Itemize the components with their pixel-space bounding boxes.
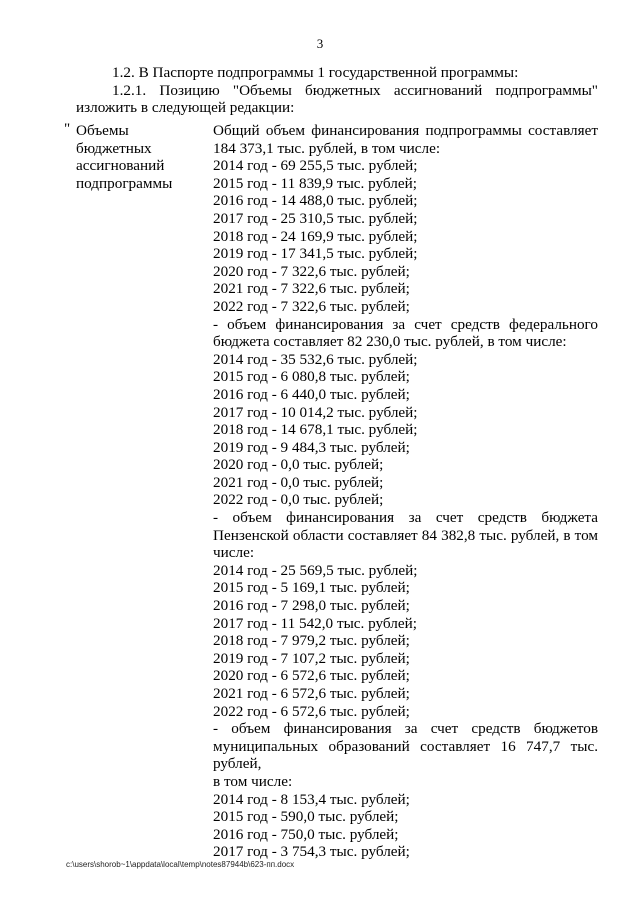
opening-quote-mark: " — [64, 120, 71, 137]
year-amount: 2015 год - 6 080,8 тыс. рублей; — [213, 368, 410, 386]
year-amount: 2017 год - 10 014,2 тыс. рублей; — [213, 403, 418, 421]
page-number: 3 — [316, 36, 324, 51]
municipal-financing-line3: в том числе: — [213, 772, 293, 790]
federal-financing-line2: бюджета составляет 82 230,0 тыс. рублей, в том числе: — [213, 333, 567, 351]
municipal-financing-line2: муниципальных образований составляет 16 747,7 тыс. рублей, — [213, 737, 598, 773]
year-amount: 2019 год - 7 107,2 тыс. рублей; — [213, 649, 410, 667]
year-amount: 2019 год - 17 341,5 тыс. рублей; — [213, 245, 418, 263]
year-amount: 2017 год - 11 542,0 тыс. рублей; — [213, 614, 417, 632]
file-path-footer: c:\users\shorob~1\appdata\local\temp\notes87944b\623-пп.docx — [66, 860, 295, 869]
year-amount: 2014 год - 8 153,4 тыс. рублей; — [213, 790, 410, 808]
year-amount: 2015 год - 590,0 тыс. рублей; — [213, 808, 399, 826]
label-line: бюджетных — [76, 139, 152, 157]
year-amount: 2021 год - 7 322,6 тыс. рублей; — [213, 280, 410, 298]
total-financing-line2: 184 373,1 тыс. рублей, в том числе: — [213, 139, 441, 157]
year-amount: 2016 год - 6 440,0 тыс. рублей; — [213, 385, 410, 403]
label-line: Объемы — [76, 122, 129, 139]
year-amount: 2022 год - 6 572,6 тыс. рублей; — [213, 702, 410, 720]
year-amount: 2017 год - 3 754,3 тыс. рублей; — [213, 843, 410, 861]
year-amount: 2018 год - 7 979,2 тыс. рублей; — [213, 632, 410, 650]
year-amount: 2018 год - 14 678,1 тыс. рублей; — [213, 421, 418, 439]
year-amount: 2017 год - 25 310,5 тыс. рублей; — [213, 209, 418, 227]
federal-financing-line1: - объем финансирования за счет средств федерального — [213, 315, 598, 333]
item-1-2: 1.2. В Паспорте подпрограммы 1 государственной программы: — [112, 64, 519, 81]
year-amount: 2020 год - 0,0 тыс. рублей; — [213, 456, 384, 474]
regional-financing-line3: числе: — [213, 544, 255, 562]
year-amount: 2014 год - 69 255,5 тыс. рублей; — [213, 157, 418, 175]
label-line: подпрограммы — [76, 174, 173, 192]
financing-description — [213, 122, 598, 861]
intro-text — [76, 64, 598, 117]
year-amount: 2014 год - 35 532,6 тыс. рублей; — [213, 350, 418, 368]
year-amount: 2014 год - 25 569,5 тыс. рублей; — [213, 561, 418, 579]
item-1-2-1-line2: изложить в следующей редакции: — [76, 99, 295, 117]
total-financing-line1: Общий объем финансирования подпрограммы составляет — [213, 122, 598, 139]
item-1-2-1-line1: 1.2.1. Позицию "Объемы бюджетных ассигнований подпрограммы" — [112, 81, 598, 99]
regional-financing-line1: - объем финансирования за счет средств бюджета — [213, 509, 598, 527]
year-amount: 2015 год - 11 839,9 тыс. рублей; — [213, 174, 417, 192]
year-amount: 2022 год - 0,0 тыс. рублей; — [213, 491, 384, 509]
label-line: ассигнований — [76, 157, 165, 175]
year-amount: 2019 год - 9 484,3 тыс. рублей; — [213, 438, 410, 456]
year-amount: 2020 год - 6 572,6 тыс. рублей; — [213, 667, 410, 685]
year-amount: 2018 год - 24 169,9 тыс. рублей; — [213, 227, 418, 245]
regional-financing-line2: Пензенской области составляет 84 382,8 тыс. рублей, в том — [213, 526, 598, 544]
year-amount: 2016 год - 7 298,0 тыс. рублей; — [213, 597, 410, 615]
year-amount: 2020 год - 7 322,6 тыс. рублей; — [213, 262, 410, 280]
year-amount: 2022 год - 7 322,6 тыс. рублей; — [213, 297, 410, 315]
passport-position-label — [76, 122, 196, 192]
year-amount: 2015 год - 5 169,1 тыс. рублей; — [213, 579, 410, 597]
year-amount: 2021 год - 6 572,6 тыс. рублей; — [213, 685, 410, 702]
municipal-financing-line1: - объем финансирования за счет средств бюджетов — [213, 720, 598, 738]
year-amount: 2016 год - 750,0 тыс. рублей; — [213, 825, 399, 843]
year-amount: 2021 год - 0,0 тыс. рублей; — [213, 473, 384, 491]
year-amount: 2016 год - 14 488,0 тыс. рублей; — [213, 192, 418, 210]
